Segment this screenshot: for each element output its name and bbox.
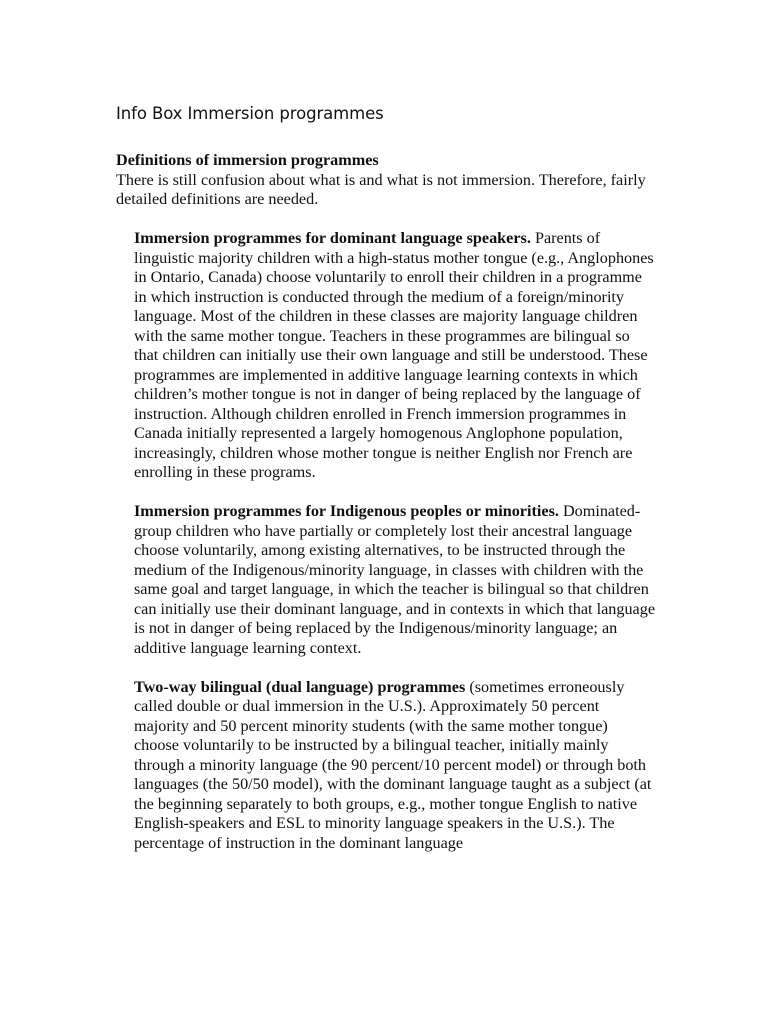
definition-dominant-language (134, 229, 656, 483)
intro-paragraph: There is still confusion about what is and what is not immersion. Therefore, fairly detailed definitions are needed. (116, 170, 646, 208)
definition-text: (sometimes erroneously called double or dual immersion in the U.S.). Approximately 50 percent majority and 50 percent minority students (with the same mother tongue) choose voluntarily to be instructed by a bilingual teacher, initially mainly through a minority language (the 90 percent/10 percent model) or through both languages (the 50/50 model), with the dominant language taught as a subject (at the beginning separately to both groups, e.g., mother tongue English to native English-speakers and ESL to minority language speakers in the U.S.). The percentage of instruction in the dominant language (134, 677, 652, 852)
definition-term: Immersion programmes for dominant language speakers. (134, 229, 531, 247)
definition-two-way-bilingual (134, 678, 656, 854)
section-heading: Definitions of immersion programmes (116, 151, 379, 169)
document-title: Info Box Immersion programmes (116, 104, 384, 123)
definition-term: Immersion programmes for Indigenous peoples or minorities. (134, 502, 559, 520)
definition-text: Parents of linguistic majority children with a high-status mother tongue (e.g., Anglophones in Ontario, Canada) choose voluntarily to enroll their children in a programme in which instruction is conducted through the medium of a foreign/minority language. Most of the children in these classes are majority language children with the same mother tongue. Teachers in these programmes are bilingual so that children can initially use their own language and still be understood. These programmes are implemented in additive language learning contexts in which children’s mother tongue is not in danger of being replaced by the language of instruction. Although children enrolled in French immersion programmes in Canada initially represented a largely homogenous Anglophone population, increasingly, children whose mother tongue is neither English nor French are enrolling in these programs. (134, 229, 654, 481)
definition-indigenous-minorities (134, 502, 656, 658)
definition-term: Two-way bilingual (dual language) programmes (134, 677, 466, 696)
document-page (116, 103, 661, 873)
definition-text: Dominated-group children who have partially or completely lost their ancestral language choose voluntarily, among existing alternatives, to be instructed through the medium of the Indigenous/minority language, in classes with children with the same goal and target language, in which the teacher is bilingual so that children can initially use their dominant language, and in contexts in which that language is not in danger of being replaced by the Indigenous/minority language; an additive language learning context. (134, 502, 656, 657)
